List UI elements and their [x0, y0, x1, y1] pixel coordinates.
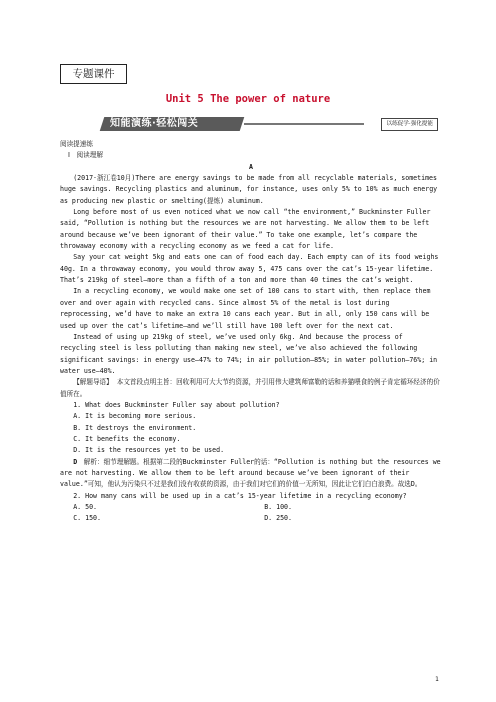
- section-heading: 阅读提速练: [60, 140, 93, 148]
- passage-label: A: [249, 162, 253, 171]
- banner-slogan: 以练促学·强化提能: [381, 118, 438, 131]
- passage-paragraph-5: Instead of using up 219kg of steel, we’ve used only 6kg. And because the process of recycling steel is less polluting than making new steel, we’ve also achieved the following significant savings: in energy use—47% to 74%; in air pollution—85%; in water pollution—76%; in water use—40%.: [60, 332, 438, 375]
- passage-paragraph-2: Long before most of us even noticed what we now call “the environment,” Buckminster Fuller said, “Pollution is nothing but the resources we are not harvesting. We allow them to be left around because we’ve been ignorant of their value.” To take one example, let’s compare the throwaway economy with a recycling economy as we feed a cat for life.: [60, 208, 431, 251]
- passage-paragraph-4: In a recycling economy, we would make one set of 100 cans to start with, then replace them over and over again with recycled cans. Since almost 5% of the metal is lost during reprocessing, we’d have to make an extra 10 cans each year. But in all, only 150 cans will be used up over the cat’s lifetime—and we’ll still have 100 left over for the next cat.: [60, 287, 431, 330]
- subsection-heading: Ⅰ 阅读理解: [68, 151, 103, 160]
- question-2-options-row-1: [60, 502, 442, 513]
- question-2-stem: 2. How many cans will be used up in a cat’s 15-year lifetime in a recycling economy?: [73, 491, 407, 500]
- question-2-option-d: D. 250.: [264, 514, 292, 523]
- page-number: 1: [435, 676, 439, 683]
- banner-title: 知能演练·轻松闯关: [110, 118, 199, 129]
- passage-paragraph-3: Say your cat weight 5kg and eats one can of food each day. Each empty can of its food weighs 40g. In a throwaway economy, you would throw away 5, 475 cans over the cat’s 15-year lifetime. That’s 219kg of steel—more than a fifth of a ton and more than 40 times the cat’s weight.: [60, 253, 439, 285]
- question-1-stem: 1. What does Buckminster Fuller say about pollution?: [73, 400, 280, 409]
- passage-paragraph-1: (2017·浙江卷10月)There are energy savings to be made from all recyclable materials, sometimes huge savings. Recycling plastics and aluminum, for instance, uses only 5% to 10% as much energy as producing new plastic or smelting(提炼) aluminum.: [60, 174, 438, 205]
- question-1-option-c: C. It benefits the economy.: [73, 434, 181, 443]
- question-2-options-row-2: [60, 513, 442, 524]
- question-2-option-c: C. 150.: [73, 514, 101, 523]
- question-1-answer: D: [73, 457, 78, 466]
- question-1-option-a: A. It is becoming more serious.: [73, 412, 197, 421]
- document-body: [60, 139, 442, 525]
- question-1-option-b: B. It destroys the environment.: [73, 423, 197, 432]
- question-2-option-a: A. 50.: [73, 503, 98, 511]
- question-2-option-b: B. 100.: [264, 503, 292, 511]
- question-1-option-d: D. It is the resources yet to be used.: [73, 446, 225, 455]
- banner-divider: [244, 123, 364, 125]
- section-banner: [94, 117, 438, 131]
- guide-text: 【解题导语】 本文首段点明主旨：回收利用可大大节约资源，并引用伟大建筑师富勒的话和养猫喂食的例子肯定循环经济的价值所在。: [60, 378, 440, 398]
- unit-title: Unit 5 The power of nature: [165, 93, 331, 105]
- question-1-analysis: 解析：细节理解题。根据第二段的Buckminster Fuller的话：“Pollution is nothing but the resources we are not harvesting. We allow them to be left around because we’ve been ignorant of their value.”可知，他认为污染只不过是我们没有收获的资源，由于我们对它们的价值一无所知，因此让它们白白浪费。故选D。: [60, 457, 441, 489]
- question-1-explanation: [60, 457, 442, 491]
- topic-tag: 专题课件: [60, 64, 127, 84]
